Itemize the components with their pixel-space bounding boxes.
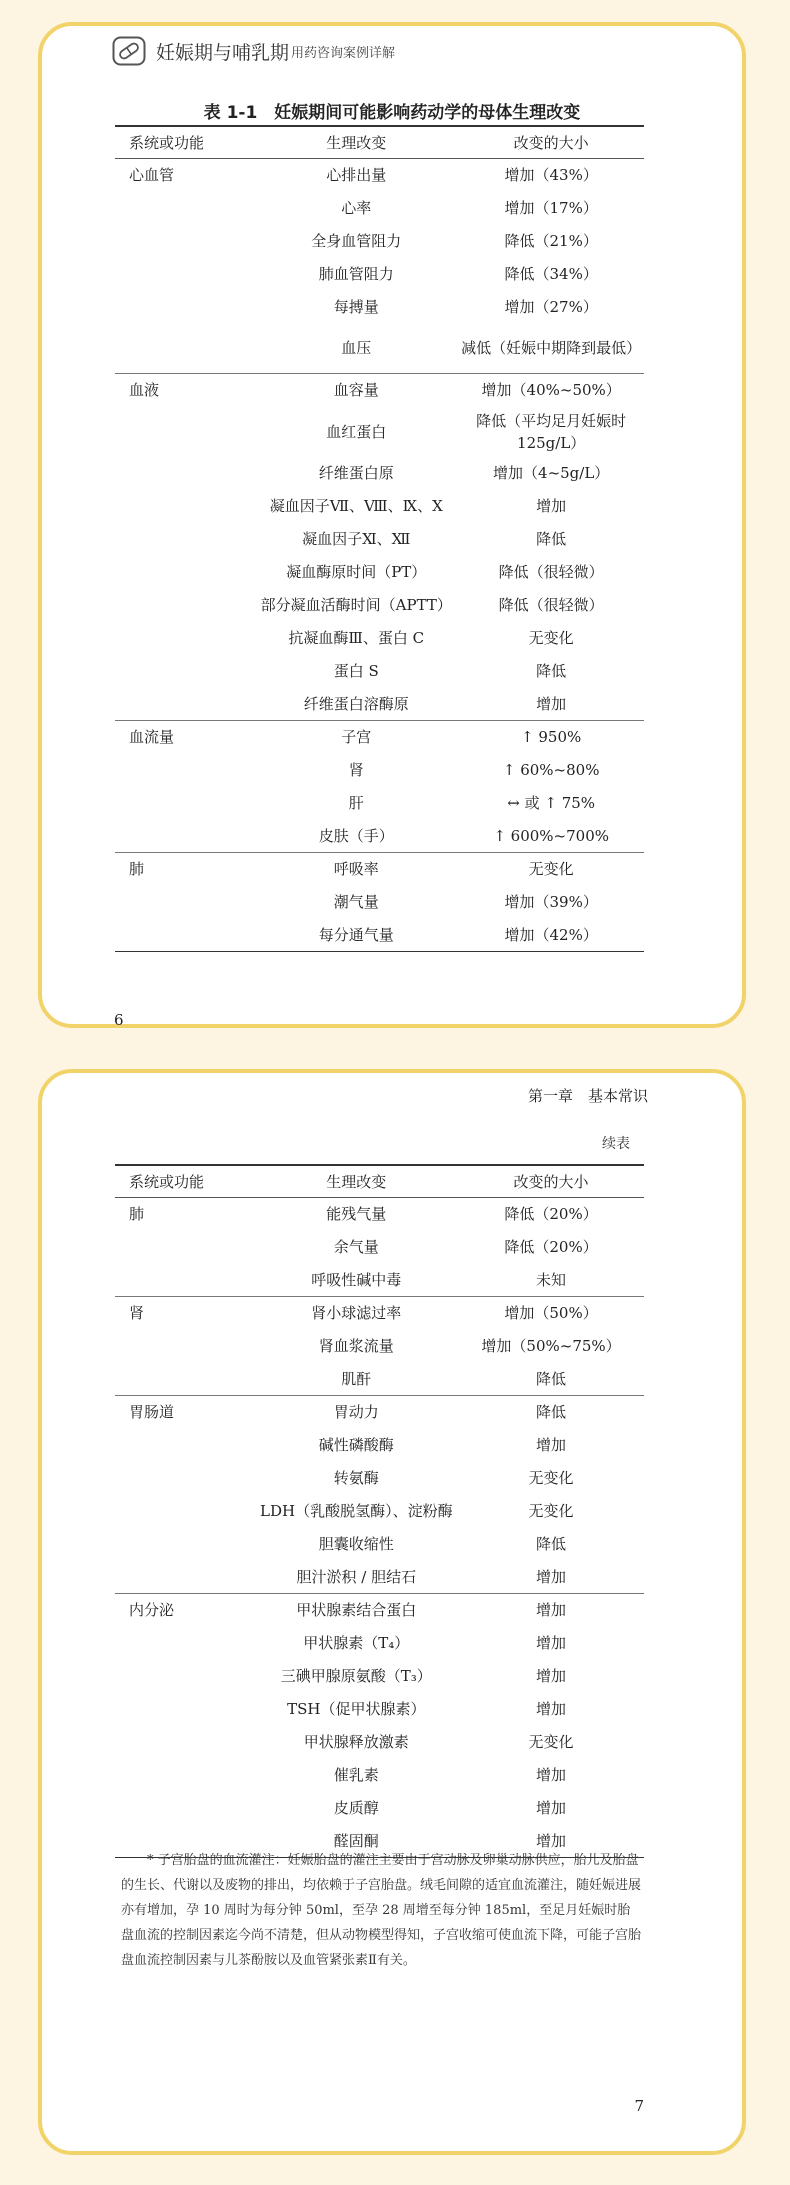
table-row — [115, 622, 644, 655]
cell-magnitude: 降低（21%） — [504, 232, 598, 250]
cell-magnitude: 降低 — [536, 1403, 567, 1422]
cell-change: 余气量 — [333, 1238, 379, 1256]
cell-system — [115, 291, 254, 324]
cell-magnitude: 减低（妊娠中期降到最低） — [458, 324, 644, 374]
table-row — [115, 1792, 644, 1825]
cell-magnitude: 降低 — [536, 530, 567, 548]
cell-change: 肾 — [348, 761, 364, 779]
cell-magnitude: 增加 — [536, 1634, 567, 1652]
cell-change: 血容量 — [333, 381, 379, 400]
table-row — [115, 556, 644, 589]
cell-change: 皮质醇 — [333, 1799, 379, 1817]
table-row — [115, 919, 644, 952]
cell-change: 每分通气量 — [254, 919, 458, 952]
cell-change: 肝 — [348, 794, 364, 812]
cell-magnitude: 无变化 — [528, 860, 574, 879]
table-title: 表 1-1 妊娠期间可能影响药动学的母体生理改变 — [203, 103, 581, 123]
cell-magnitude: 降低（20%） — [504, 1238, 598, 1256]
cell-magnitude: 降低（很轻微） — [498, 596, 604, 614]
cell-change: 潮气量 — [333, 893, 379, 911]
cell-system — [115, 324, 254, 374]
cell-system — [115, 457, 254, 490]
cell-system — [115, 787, 254, 820]
cell-change: 全身血管阻力 — [311, 232, 402, 250]
page-number: 7 — [634, 2097, 644, 2115]
cell-system — [115, 1561, 255, 1594]
cell-change: 醛固酮 — [255, 1825, 459, 1858]
chapter-header: 第一章 基本常识 — [527, 1087, 648, 1105]
cell-change: 胆囊收缩性 — [318, 1535, 394, 1553]
book-subtitle: 用药咨询案例详解 — [291, 45, 396, 61]
table-row — [115, 589, 644, 622]
cell-system: 肺 — [129, 1205, 145, 1223]
cell-change: 胆汁淤积 / 胆结石 — [255, 1561, 459, 1594]
table-row — [115, 1330, 644, 1363]
cell-magnitude: 增加 — [458, 1561, 644, 1594]
cell-system — [115, 258, 254, 291]
cell-system — [115, 407, 254, 457]
table-row — [115, 1693, 644, 1726]
cell-system: 血液 — [129, 381, 160, 399]
cell-change: 血压 — [254, 324, 458, 374]
cell-magnitude: 增加（50%~75%） — [481, 1337, 621, 1355]
table-row — [115, 1759, 644, 1792]
cell-change: 每搏量 — [333, 298, 379, 316]
cell-change: 能残气量 — [326, 1205, 387, 1224]
header-change: 生理改变 — [254, 126, 458, 159]
cell-system — [115, 886, 254, 919]
table-row — [115, 490, 644, 523]
cell-change: 肌酐 — [255, 1363, 459, 1396]
table-row — [115, 1495, 644, 1528]
cell-magnitude: 增加 — [458, 688, 644, 721]
table-row — [115, 655, 644, 688]
cell-system — [115, 754, 254, 787]
table-row — [115, 291, 644, 324]
table-row — [115, 374, 644, 407]
cell-system — [115, 1660, 255, 1693]
cell-change: 凝血因子Ⅺ、Ⅻ — [302, 530, 411, 548]
cell-system: 心血管 — [129, 166, 175, 184]
table-row — [115, 688, 644, 721]
footnote: * 子宫胎盘的血流灌注：妊娠胎盘的灌注主要由于宫动脉及卵巢动脉供应，胎儿及胎盘的生长、代谢以及废物的排出，均依赖于子宫胎盘。绒毛间隙的适宜血流灌注，随妊娠进展亦有增加，孕 10 周时为每分钟 50ml，至孕 28 周增至每分钟 185ml，至足月妊娠时胎盘血流的控制因素迄今尚不清楚，但从动物模型得知，子宫收缩可使血流下降，可能子宫胎盘血流控制因素与儿茶酚胺以及血管紧张素Ⅱ有关。 — [121, 1853, 642, 1968]
cell-system — [115, 622, 254, 655]
cell-magnitude: 增加（27%） — [504, 298, 598, 316]
table-row — [115, 754, 644, 787]
cell-system — [115, 192, 254, 225]
table-row — [115, 1594, 644, 1627]
cell-change: 甲状腺释放激素 — [303, 1733, 409, 1751]
cell-system — [115, 1759, 255, 1792]
table-row — [115, 886, 644, 919]
cell-magnitude: 增加（4~5g/L） — [493, 464, 610, 482]
cell-system — [115, 1231, 255, 1264]
cell-system — [115, 490, 254, 523]
table-body — [115, 1198, 644, 1858]
table-row — [115, 1627, 644, 1660]
cell-system — [115, 1462, 255, 1495]
book-title: 妊娠期与哺乳期 — [156, 41, 290, 64]
table-row — [115, 457, 644, 490]
cell-system — [115, 1792, 255, 1825]
table-row — [115, 820, 644, 853]
cell-magnitude: 增加 — [536, 1766, 567, 1784]
cell-change: TSH（促甲状腺素） — [287, 1700, 426, 1718]
cell-magnitude: 增加 — [536, 1700, 567, 1718]
table-body — [115, 159, 644, 952]
cell-system: 肺 — [129, 860, 145, 878]
cell-change: 心率 — [341, 199, 372, 217]
cell-magnitude: 无变化 — [528, 1502, 574, 1520]
cell-magnitude: ↔ 或 ↑ 75% — [507, 794, 596, 812]
header-system: 系统或功能 — [115, 1165, 255, 1198]
cell-change: 肾血浆流量 — [318, 1337, 394, 1355]
cell-change: 转氨酶 — [333, 1469, 379, 1487]
cell-system — [115, 523, 254, 556]
book-header — [112, 36, 395, 66]
cell-system — [115, 225, 254, 258]
cell-change: 呼吸性碱中毒 — [255, 1264, 459, 1297]
physiology-table — [115, 125, 644, 952]
cell-magnitude: 增加 — [536, 1601, 567, 1620]
cell-change: 甲状腺素结合蛋白 — [296, 1601, 417, 1620]
cell-magnitude: 降低（20%） — [504, 1205, 598, 1224]
pill-capsule-logo-icon — [112, 36, 146, 66]
table-row — [115, 192, 644, 225]
table-row — [115, 787, 644, 820]
cell-magnitude: ↑ 600%~700% — [458, 820, 644, 853]
book-page-7 — [38, 1069, 746, 2155]
cell-magnitude: 增加 — [458, 1825, 644, 1858]
header-change: 生理改变 — [255, 1165, 459, 1198]
table-row — [115, 1198, 644, 1231]
page-number: 6 — [114, 1011, 124, 1029]
cell-change: 部分凝血活酶时间（APTT） — [260, 596, 452, 614]
cell-change: 纤维蛋白溶酶原 — [254, 688, 458, 721]
cell-system: 胃肠道 — [129, 1403, 175, 1421]
cell-change: 甲状腺素（T₄） — [303, 1634, 410, 1652]
header-system: 系统或功能 — [115, 126, 254, 159]
table-row — [115, 324, 644, 374]
header-magnitude: 改变的大小 — [458, 126, 644, 159]
cell-system — [115, 1693, 255, 1726]
cell-change: LDH（乳酸脱氢酶）、淀粉酶 — [260, 1502, 453, 1520]
cell-magnitude: 未知 — [458, 1264, 644, 1297]
cell-magnitude: 增加 — [536, 497, 567, 515]
cell-change: 凝血酶原时间（PT） — [286, 563, 427, 581]
table-row — [115, 721, 644, 754]
table-row — [115, 407, 644, 457]
cell-system: 内分泌 — [129, 1601, 175, 1619]
cell-change: 蛋白 S — [333, 662, 379, 680]
table-row — [115, 1429, 644, 1462]
cell-change: 呼吸率 — [333, 860, 379, 879]
cell-system — [115, 1363, 255, 1396]
cell-system — [115, 1726, 255, 1759]
cell-magnitude: 增加（40%~50%） — [481, 381, 621, 400]
table-row — [115, 523, 644, 556]
cell-system — [115, 1495, 255, 1528]
cell-magnitude: ↑ 60%~80% — [502, 761, 600, 779]
physiology-table-continued — [115, 1164, 644, 1858]
cell-change: 凝血因子Ⅶ、Ⅷ、Ⅸ、Ⅹ — [269, 497, 443, 515]
cell-system — [115, 820, 254, 853]
cell-magnitude: 无变化 — [528, 1469, 574, 1487]
cell-magnitude: 增加（17%） — [504, 199, 598, 217]
cell-magnitude: 无变化 — [528, 629, 574, 647]
cell-magnitude: 降低（34%） — [504, 265, 598, 283]
table-row — [115, 1231, 644, 1264]
cell-system — [115, 688, 254, 721]
cell-system — [115, 1627, 255, 1660]
header-magnitude: 改变的大小 — [458, 1165, 644, 1198]
table-row — [115, 1297, 644, 1330]
cell-change: 胃动力 — [333, 1403, 379, 1422]
cell-magnitude: 降低 — [536, 1535, 567, 1553]
cell-magnitude: 增加（39%） — [504, 893, 598, 911]
cell-magnitude: 降低 — [536, 662, 567, 680]
table-row — [115, 1726, 644, 1759]
cell-magnitude: 增加 — [536, 1667, 567, 1685]
table-row — [115, 1561, 644, 1594]
cell-system — [115, 919, 254, 952]
cell-magnitude: 增加（42%） — [458, 919, 644, 952]
cell-system — [115, 655, 254, 688]
cell-system: 血流量 — [129, 728, 175, 746]
table-row — [115, 1363, 644, 1396]
cell-system: 肾 — [129, 1304, 145, 1322]
cell-change: 肺血管阻力 — [318, 265, 394, 283]
table-row — [115, 159, 644, 192]
cell-change: 肾小球滤过率 — [311, 1304, 402, 1323]
table-row — [115, 1528, 644, 1561]
cell-change: 三碘甲腺原氨酸（T₃） — [280, 1667, 432, 1685]
cell-system — [115, 1330, 255, 1363]
cell-change: 心排出量 — [326, 166, 387, 185]
cell-change: 碱性磷酸酶 — [318, 1436, 394, 1454]
cell-change: 血红蛋白 — [326, 422, 387, 441]
table-row — [115, 1264, 644, 1297]
cell-magnitude: 降低（很轻微） — [498, 563, 604, 581]
cell-system — [115, 556, 254, 589]
table-row — [115, 853, 644, 886]
cell-magnitude: 无变化 — [528, 1733, 574, 1751]
table-row — [115, 1660, 644, 1693]
cell-change: 催乳素 — [333, 1766, 379, 1784]
table-row — [115, 225, 644, 258]
cell-system — [115, 1429, 255, 1462]
table-row — [115, 1396, 644, 1429]
cell-magnitude: 降低 — [458, 1363, 644, 1396]
cell-magnitude: 增加（50%） — [504, 1304, 598, 1323]
table-header-row — [115, 126, 644, 159]
table-row — [115, 258, 644, 291]
cell-magnitude: ↑ 950% — [521, 728, 582, 747]
cell-change: 皮肤（手） — [254, 820, 458, 853]
cell-system — [115, 589, 254, 622]
cell-system — [115, 1528, 255, 1561]
cell-change: 纤维蛋白原 — [318, 464, 394, 482]
table-header-row — [115, 1165, 644, 1198]
cell-magnitude: 增加 — [536, 1436, 567, 1454]
table-row — [115, 1462, 644, 1495]
cell-change: 子宫 — [341, 728, 372, 747]
book-page-6 — [38, 22, 746, 1028]
cell-magnitude: 降低（平均足月妊娠时 125g/L） — [476, 411, 627, 452]
cell-magnitude: 增加（43%） — [504, 166, 598, 185]
continued-label: 续表 — [602, 1136, 630, 1152]
cell-system — [115, 1264, 255, 1297]
cell-change: 抗凝血酶Ⅲ、蛋白 C — [288, 629, 425, 647]
cell-magnitude: 增加 — [536, 1799, 567, 1817]
